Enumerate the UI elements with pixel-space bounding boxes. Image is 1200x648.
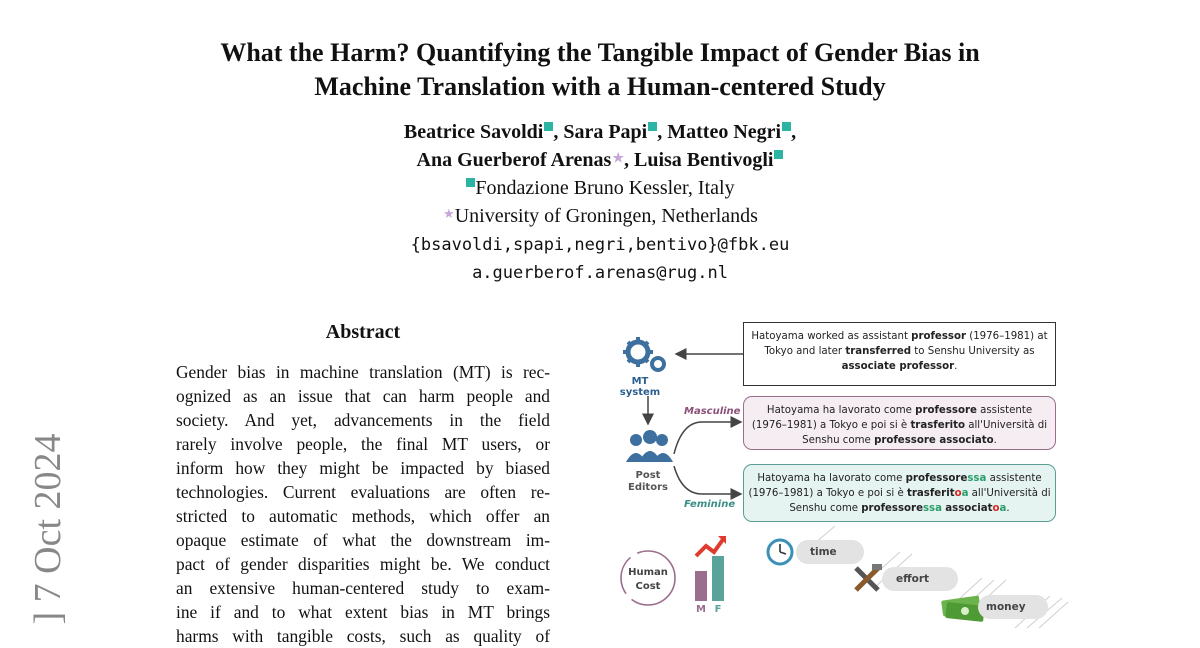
fem-feminine-suffix: ssa (967, 473, 987, 484)
abstract-heading: Abstract (325, 321, 401, 343)
abstract-line: Gender bias in machine translation (MT) is rec- (176, 362, 550, 382)
source-sentence-box (743, 322, 1056, 386)
author-name: Sara Papi (563, 121, 648, 143)
fbk-affiliation-marker-icon (648, 122, 657, 131)
post-editors-label-line-2: Editors (628, 482, 668, 493)
post-editors-people-icon (626, 430, 673, 462)
fem-removed-suffix: o (992, 503, 1000, 514)
src-text: (1976–1981) at Tokyo and later (764, 331, 1048, 357)
abstract-line: ognized as an issue that can harm people and (176, 386, 550, 406)
src-bold: transferred (845, 346, 912, 357)
time-label: time (810, 546, 837, 558)
bar-label-f: F (714, 604, 722, 615)
fem-text: Hatoyama ha lavorato come (757, 473, 906, 484)
mt-system-label: MT system (619, 376, 661, 398)
masculine-label: Masculine (684, 406, 741, 417)
fbk-affiliation-marker-icon (782, 122, 791, 131)
abstract-line: opaque estimate of what the downstream im- (176, 530, 550, 550)
email-fbk[interactable]: {bsavoldi,spapi,negri,bentivo}@fbk.eu (410, 235, 790, 255)
masc-bold: trasferito (910, 420, 965, 431)
src-text: Hatoyama worked as assistant (751, 331, 912, 342)
author-separator: , (791, 121, 797, 143)
abstract-line: inform how they might be impacted by biased (176, 458, 550, 478)
arxiv-side-stamp (18, 410, 78, 648)
affiliation-groningen-text: University of Groningen, Netherlands (454, 205, 758, 227)
money-label: money (986, 601, 1026, 613)
arxiv-date: ] 7 Oct 2024 (27, 433, 69, 625)
masc-text: assistente (1976–1981) a Tokyo e poi si è (751, 405, 1033, 431)
masc-text: all'Università di Senshu come (802, 420, 1048, 446)
human-cost-label (621, 566, 675, 594)
fem-bold: professore (905, 473, 968, 484)
abstract-line: technologies. Current evaluations are often re- (176, 482, 550, 502)
author-name: Matteo Negri (667, 121, 782, 143)
fem-feminine-suffix: a (999, 503, 1007, 514)
effort-pill (882, 567, 958, 591)
fem-bold: trasferit (907, 488, 955, 499)
figure-1 (610, 316, 1070, 636)
author-line-1 (0, 118, 1200, 146)
paper-title (0, 36, 1200, 104)
title-line-1: What the Harm? Quantifying the Tangible Impact of Gender Bias in (220, 38, 980, 67)
author-line-2 (0, 146, 1200, 174)
fem-text: . (1006, 503, 1010, 514)
author-separator: , (624, 149, 634, 171)
author-name: Ana Guerberof Arenas (416, 149, 612, 171)
src-bold: associate professor (841, 361, 955, 372)
abstract-line: an extensive human-centered study to exam- (176, 578, 550, 598)
human-cost-line-2: Cost (635, 581, 661, 592)
src-text: to Senshu University as (911, 346, 1035, 357)
abstract-line: society. And yet, advancements in the field (176, 410, 550, 430)
fem-bold: associat (945, 503, 993, 514)
author-separator: , (657, 121, 668, 143)
fem-text: assistente (1976–1981) a Tokyo e poi si è (748, 473, 1042, 499)
fbk-affiliation-marker-icon (774, 150, 783, 159)
abstract-line: rarely involve people, the final MT users, or (176, 434, 550, 454)
author-name: Luisa Bentivogli (634, 149, 774, 171)
masculine-translation-box (743, 396, 1056, 450)
masc-bold: professore (915, 405, 977, 416)
groningen-affiliation-star-icon: ★ (612, 150, 624, 165)
fem-bold: professore (861, 503, 923, 514)
abstract-line: pact of gender disparities might be. We conduct (176, 554, 550, 574)
time-pill (796, 540, 864, 564)
clock-icon (768, 540, 792, 564)
fem-feminine-suffix: ssa (922, 503, 942, 514)
affiliation-groningen (0, 202, 1200, 230)
email-rug[interactable]: a.guerberof.arenas@rug.nl (472, 263, 728, 283)
money-pill (978, 595, 1048, 619)
feminine-label: Feminine (684, 499, 736, 510)
src-text: . (954, 361, 958, 372)
title-line-2: Machine Translation with a Human-centered Study (314, 72, 886, 101)
arrow-to-feminine (674, 466, 741, 494)
abstract-line: stricted to automatic methods, which offer an (176, 506, 550, 526)
src-bold: professor (911, 331, 966, 342)
bar-label-m: M (696, 604, 706, 615)
arrow-to-masculine (674, 422, 741, 454)
author-name: Beatrice Savoldi (403, 121, 544, 143)
affiliation-fbk-text: Fondazione Bruno Kessler, Italy (475, 177, 735, 199)
human-cost-line-1: Human (628, 567, 668, 578)
fem-feminine-suffix: a (961, 488, 969, 499)
post-editors-label (618, 470, 678, 494)
masc-bold: professore associato (874, 435, 994, 446)
abstract-line: ine if and to what extent bias in MT brings (176, 602, 550, 622)
groningen-affiliation-star-icon: ★ (443, 206, 455, 221)
affiliation-fbk (0, 174, 1200, 202)
post-editors-label-line-1: Post (635, 470, 661, 481)
effort-label: effort (896, 573, 930, 585)
mf-bars-icon (695, 536, 726, 601)
author-list (0, 118, 1200, 174)
fbk-affiliation-marker-icon (544, 122, 553, 131)
fem-text: all'Università di Senshu come (789, 488, 1051, 514)
masc-text: Hatoyama ha lavorato come (766, 405, 916, 416)
author-separator: , (553, 121, 564, 143)
masc-text: . (993, 435, 997, 446)
fem-removed-suffix: o (954, 488, 962, 499)
abstract-line: harms with tangible costs, such as quality of (176, 626, 550, 646)
tools-icon (856, 564, 882, 590)
gears-icon (623, 337, 664, 370)
feminine-translation-box (743, 464, 1056, 522)
